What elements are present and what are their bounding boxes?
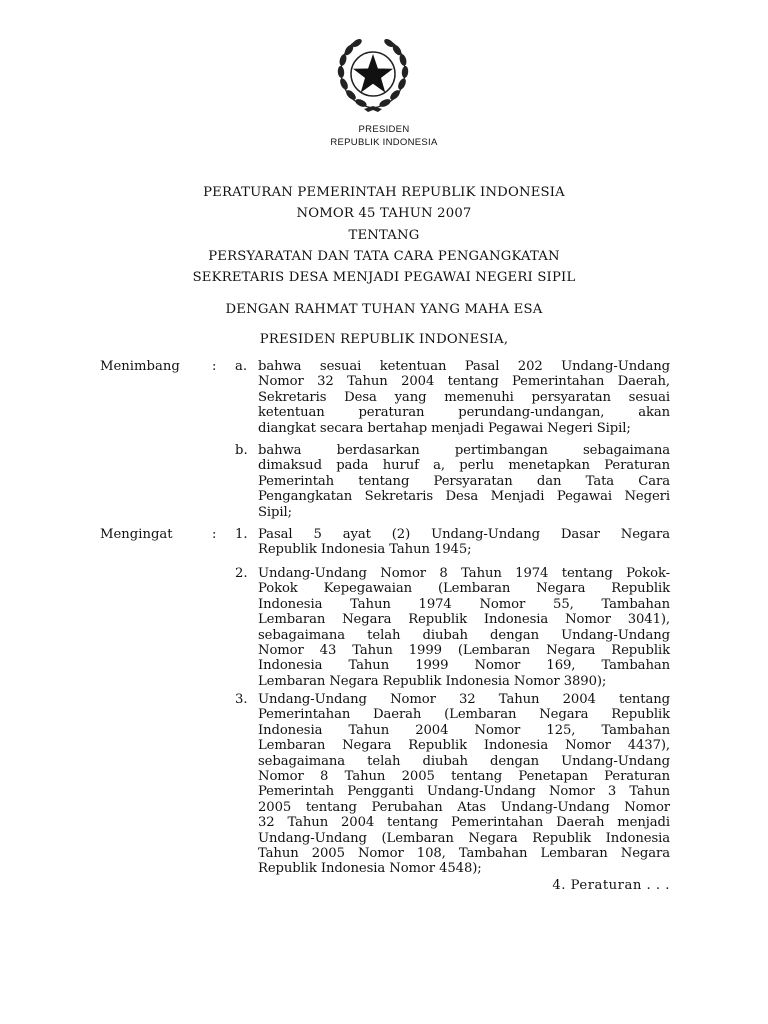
text-line: Pemerintahan Daerah (Lembaran Negara Republik [258, 707, 670, 723]
text-line: sebagaimana telah diubah dengan Undang-Undang [258, 753, 670, 769]
text-line: Pemerintah tentang Persyaratan dan Tata Cara [258, 473, 670, 489]
menimbang-label: Menimbang [100, 359, 180, 374]
text-line: 2005 tentang Perubahan Atas Undang-Undang Nomor [258, 799, 670, 815]
mengingat-3-mark: 3. [235, 692, 248, 707]
text-line: Nomor 43 Tahun 1999 (Lembaran Negara Republik [258, 643, 670, 659]
menimbang-b-text [258, 443, 670, 520]
text-line: bahwa sesuai ketentuan Pasal 202 Undang-Undang [258, 359, 670, 374]
text-line: Republik Indonesia Tahun 1945; [258, 542, 472, 558]
page-continuation: 4. Peraturan . . . [552, 878, 670, 893]
text-line: diangkat secara bertahap menjadi Pegawai Negeri Sipil; [258, 420, 631, 436]
menimbang-a-text [258, 359, 670, 436]
text-line: Undang-Undang (Lembaran Negara Republik Indonesia [258, 830, 670, 846]
mengingat-1-text [258, 527, 670, 558]
text-line: Nomor 32 Tahun 2004 tentang Pemerintahan Daerah, [258, 374, 670, 390]
text-line: bahwa berdasarkan pertimbangan sebagaimana [258, 443, 670, 458]
text-line: Tahun 2005 Nomor 108, Tambahan Lembaran Negara [258, 846, 670, 862]
regulation-subject-line1: PERSYARATAN DAN TATA CARA PENGANGKATAN [208, 249, 560, 264]
mengingat-1-mark: 1. [235, 527, 248, 542]
text-line: Nomor 8 Tahun 2005 tentang Penetapan Peraturan [258, 769, 670, 785]
text-line: Pengangkatan Sekretaris Desa Menjadi Pegawai Negeri [258, 489, 670, 505]
text-line: Republik Indonesia Nomor 4548); [258, 861, 482, 877]
text-line: Pasal 5 ayat (2) Undang-Undang Dasar Negara [258, 527, 670, 542]
mengingat-2-mark: 2. [235, 566, 248, 581]
text-line: Sipil; [258, 504, 292, 520]
text-line: Indonesia Tahun 2004 Nomor 125, Tambahan [258, 722, 670, 738]
blessing-line: DENGAN RAHMAT TUHAN YANG MAHA ESA [225, 302, 543, 317]
text-line: Lembaran Negara Republik Indonesia Nomor 3041), [258, 612, 670, 628]
garuda-star-emblem-icon [334, 34, 412, 114]
mengingat-colon: : [212, 527, 217, 542]
text-line: ketentuan peraturan perundang-undangan, akan [258, 405, 670, 421]
mengingat-label: Mengingat [100, 527, 173, 542]
text-line: Undang-Undang Nomor 32 Tahun 2004 tentang [258, 692, 670, 707]
text-line: 32 Tahun 2004 tentang Pemerintahan Daerah menjadi [258, 815, 670, 831]
text-line: Lembaran Negara Republik Indonesia Nomor 3890); [258, 673, 607, 689]
issuer-line: PRESIDEN REPUBLIK INDONESIA, [259, 332, 509, 347]
regulation-subject-line2: SEKRETARIS DESA MENJADI PEGAWAI NEGERI SIPIL [192, 270, 576, 285]
menimbang-b-mark: b. [235, 443, 248, 458]
mengingat-3-text [258, 692, 670, 877]
mengingat-2-text [258, 566, 670, 689]
text-line: Lembaran Negara Republik Indonesia Nomor 4437), [258, 738, 670, 754]
text-line: sebagaimana telah diubah dengan Undang-Undang [258, 627, 670, 643]
regulation-title: PERATURAN PEMERINTAH REPUBLIK INDONESIA [203, 185, 565, 200]
header-republic: REPUBLIK INDONESIA [330, 137, 438, 148]
text-line: Pemerintah Pengganti Undang-Undang Nomor 3 Tahun [258, 784, 670, 800]
text-line: dimaksud pada huruf a, perlu menetapkan Peraturan [258, 458, 670, 474]
menimbang-a-mark: a. [235, 359, 248, 374]
menimbang-colon: : [212, 359, 217, 374]
text-line: Indonesia Tahun 1999 Nomor 169, Tambahan [258, 658, 670, 674]
regulation-about: TENTANG [348, 228, 420, 243]
text-line: Undang-Undang Nomor 8 Tahun 1974 tentang Pokok- [258, 566, 670, 581]
regulation-number: NOMOR 45 TAHUN 2007 [296, 206, 472, 221]
header-president: PRESIDEN [358, 124, 410, 135]
text-line: Pokok Kepegawaian (Lembaran Negara Republik [258, 581, 670, 597]
text-line: Sekretaris Desa yang memenuhi persyaratan sesuai [258, 389, 670, 405]
text-line: Indonesia Tahun 1974 Nomor 55, Tambahan [258, 596, 670, 612]
